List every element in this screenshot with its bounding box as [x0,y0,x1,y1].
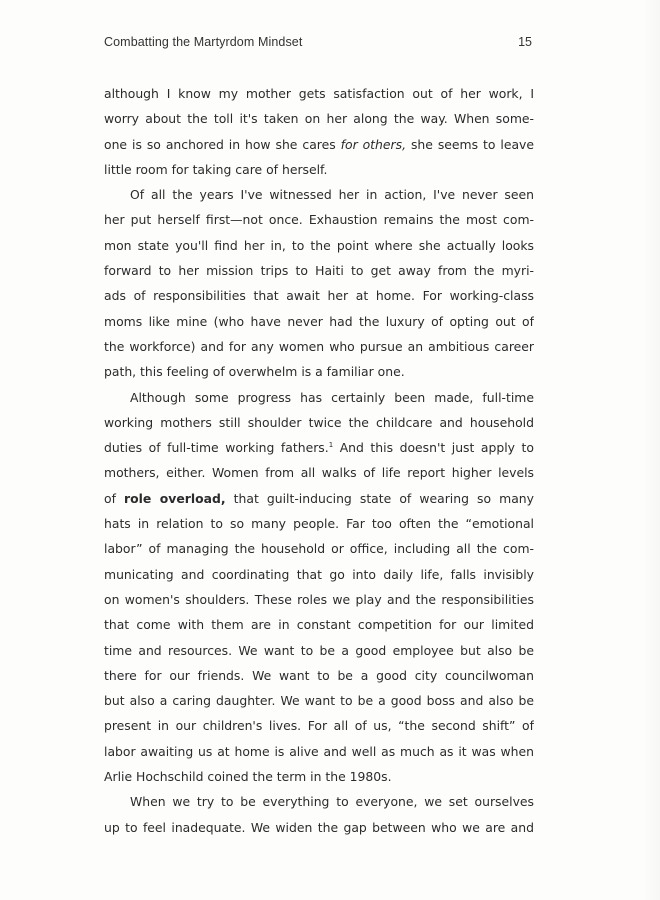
text-line: path, this feeling of overwhelm is a familiar one. [104,364,405,380]
italic-phrase: for others, [340,136,407,152]
running-title: Combatting the Martyrdom Mindset [104,35,303,49]
text-line: labor awaiting us at home is alive and well as much as it was when [104,743,534,759]
page-number: 15 [518,35,532,49]
text-line: hats in relation to so many people. Far too often the “emotional [104,516,534,532]
text-line: time and resources. We want to be a good employee but also be [104,642,534,658]
text-line: the workforce) and for any women who pursue an ambitious career [104,338,534,354]
text-line: When we try to be everything to everyone, we set ourselves [130,794,534,810]
paragraph [104,81,534,182]
text-line: duties of full-time working fathers.$^1$ And this doesn't just apply to [104,440,534,456]
text-line: one is so anchored in how she cares for others, she seems to leave [104,136,534,152]
text-line: little room for taking care of herself. [104,161,328,177]
paragraph [104,182,534,384]
text-line: there for our friends. We want to be a good city councilwoman [104,667,534,683]
footnote-marker: 1 [328,441,334,450]
text-line: present in our children's lives. For all of us, “the second shift” of [104,718,534,734]
text-line: working mothers still shoulder twice the childcare and household [104,414,534,430]
text-line: Arlie Hochschild coined the term in the 1980s. [104,769,392,785]
bold-term: role overload, [124,490,226,506]
paragraph [104,789,534,840]
text-line: her put herself first—not once. Exhaustion remains the most com- [104,212,534,228]
text-line: forward to her mission trips to Haiti to get away from the myri- [104,263,534,279]
text-line: although I know my mother gets satisfaction out of her work, I [104,86,534,101]
text-line: mon state you'll find her in, to the point where she actually looks [104,237,534,253]
text-line: municating and coordinating that go into daily life, falls invisibly [104,566,534,582]
text-line: on women's shoulders. These roles we play and the responsibilities [104,591,534,607]
text-line: moms like mine (who have never had the luxury of opting out of [104,313,534,329]
body-text [104,81,534,840]
paragraph [104,385,534,790]
text-line: Of all the years I've witnessed her in action, I've never seen [130,187,534,203]
text-line: of role overload, that guilt-inducing state of wearing so many [104,490,534,506]
text-line: that come with them are in constant competition for our limited [104,617,534,633]
text-line: ads of responsibilities that await her at home. For working-class [104,288,534,304]
text-line: Although some progress has certainly been made, full-time [130,389,534,405]
text-line: labor” of managing the household or office, including all the com- [104,541,534,557]
text-line: worry about the toll it's taken on her along the way. When some- [104,111,534,127]
text-line: up to feel inadequate. We widen the gap between who we are and [104,819,534,835]
text-line: but also a caring daughter. We want to be a good boss and also be [104,693,534,709]
text-line: mothers, either. Women from all walks of life report higher levels [104,465,534,481]
running-header [104,35,534,55]
page-edge-shadow [642,0,660,900]
